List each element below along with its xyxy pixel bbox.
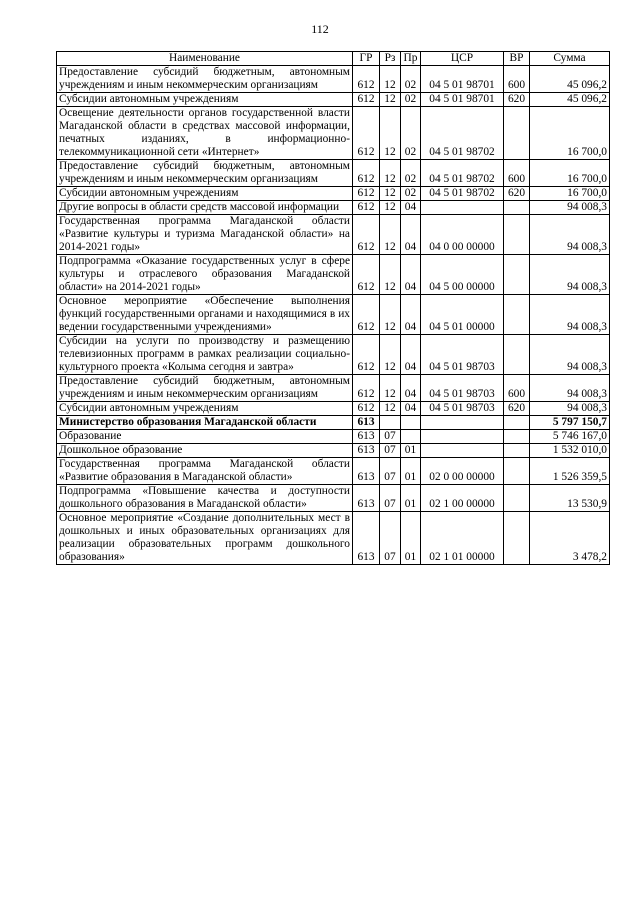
header-rz: Рз xyxy=(380,52,401,66)
table-row xyxy=(57,512,610,565)
cell-sum: 3 478,2 xyxy=(530,512,610,565)
cell-pr xyxy=(401,430,421,444)
cell-gr: 613 xyxy=(353,485,380,512)
cell-rz: 12 xyxy=(380,201,401,215)
cell-csr: 04 5 01 98702 xyxy=(421,187,504,201)
cell-name: Образование xyxy=(57,430,353,444)
cell-csr: 04 5 01 98703 xyxy=(421,375,504,402)
cell-pr: 04 xyxy=(401,335,421,375)
cell-rz: 07 xyxy=(380,444,401,458)
cell-pr: 04 xyxy=(401,255,421,295)
cell-name: Предоставление субсидий бюджетным, автономным учреждениям и иным некоммерческим организациям xyxy=(57,160,353,187)
cell-pr: 01 xyxy=(401,512,421,565)
header-gr: ГР xyxy=(353,52,380,66)
cell-rz: 12 xyxy=(380,402,401,416)
cell-vr: 600 xyxy=(504,160,530,187)
cell-gr: 612 xyxy=(353,402,380,416)
cell-csr: 04 0 00 00000 xyxy=(421,215,504,255)
cell-csr xyxy=(421,416,504,430)
cell-csr xyxy=(421,444,504,458)
cell-csr: 04 5 01 98703 xyxy=(421,335,504,375)
cell-name: Дошкольное образование xyxy=(57,444,353,458)
budget-table xyxy=(56,51,610,565)
cell-vr xyxy=(504,335,530,375)
header-pr: Пр xyxy=(401,52,421,66)
cell-csr: 04 5 01 00000 xyxy=(421,295,504,335)
page-number: 112 xyxy=(311,22,329,36)
cell-vr xyxy=(504,444,530,458)
cell-name: Предоставление субсидий бюджетным, автономным учреждениям и иным некоммерческим организациям xyxy=(57,66,353,93)
table-row xyxy=(57,485,610,512)
cell-pr: 04 xyxy=(401,295,421,335)
cell-name: Субсидии автономным учреждениям xyxy=(57,93,353,107)
cell-pr: 01 xyxy=(401,485,421,512)
cell-csr: 02 1 00 00000 xyxy=(421,485,504,512)
cell-rz: 12 xyxy=(380,335,401,375)
cell-sum: 1 526 359,5 xyxy=(530,458,610,485)
cell-vr xyxy=(504,430,530,444)
cell-gr: 612 xyxy=(353,160,380,187)
cell-pr: 02 xyxy=(401,160,421,187)
cell-vr xyxy=(504,458,530,485)
cell-gr: 613 xyxy=(353,512,380,565)
table-row xyxy=(57,66,610,93)
table-body xyxy=(57,66,610,565)
cell-vr xyxy=(504,512,530,565)
cell-vr: 620 xyxy=(504,187,530,201)
cell-csr: 04 5 01 98703 xyxy=(421,402,504,416)
cell-vr xyxy=(504,255,530,295)
header-csr: ЦСР xyxy=(421,52,504,66)
cell-vr xyxy=(504,485,530,512)
cell-rz: 12 xyxy=(380,107,401,160)
header-name: Наименование xyxy=(57,52,353,66)
cell-csr: 04 5 01 98702 xyxy=(421,107,504,160)
cell-sum: 1 532 010,0 xyxy=(530,444,610,458)
cell-vr xyxy=(504,201,530,215)
table-row xyxy=(57,160,610,187)
cell-gr: 612 xyxy=(353,295,380,335)
cell-pr: 02 xyxy=(401,66,421,93)
cell-sum: 94 008,3 xyxy=(530,215,610,255)
cell-pr: 02 xyxy=(401,187,421,201)
cell-sum: 16 700,0 xyxy=(530,187,610,201)
cell-gr: 612 xyxy=(353,107,380,160)
table-row xyxy=(57,402,610,416)
cell-vr xyxy=(504,295,530,335)
cell-gr: 612 xyxy=(353,66,380,93)
cell-sum: 45 096,2 xyxy=(530,93,610,107)
table-row xyxy=(57,93,610,107)
cell-vr: 600 xyxy=(504,66,530,93)
table-header-row xyxy=(57,52,610,66)
cell-name: Государственная программа Магаданской области «Развитие образования в Магаданской области» xyxy=(57,458,353,485)
cell-sum: 94 008,3 xyxy=(530,375,610,402)
table-row xyxy=(57,458,610,485)
cell-csr: 04 5 01 98702 xyxy=(421,160,504,187)
cell-pr: 04 xyxy=(401,375,421,402)
cell-name: Субсидии на услуги по производству и размещению телевизионных программ в рамках реализации социально-культурного проекта «Колыма сегодня и завтра» xyxy=(57,335,353,375)
cell-gr: 613 xyxy=(353,416,380,430)
cell-gr: 613 xyxy=(353,458,380,485)
cell-csr: 04 5 01 98701 xyxy=(421,66,504,93)
cell-gr: 613 xyxy=(353,444,380,458)
cell-name: Субсидии автономным учреждениям xyxy=(57,402,353,416)
cell-pr: 01 xyxy=(401,458,421,485)
cell-rz: 12 xyxy=(380,255,401,295)
cell-sum: 45 096,2 xyxy=(530,66,610,93)
table-row xyxy=(57,201,610,215)
cell-gr: 613 xyxy=(353,430,380,444)
cell-gr: 612 xyxy=(353,201,380,215)
cell-vr: 620 xyxy=(504,402,530,416)
cell-rz: 07 xyxy=(380,512,401,565)
cell-rz: 07 xyxy=(380,458,401,485)
cell-name: Основное мероприятие «Создание дополнительных мест в дошкольных и иных образовательных организациях для реализации образовательных программ дошкольного образования» xyxy=(57,512,353,565)
cell-name: Основное мероприятие «Обеспечение выполнения функций государственными органами и находящимися в их ведении государственными учреждениями» xyxy=(57,295,353,335)
cell-rz: 12 xyxy=(380,187,401,201)
table-row xyxy=(57,187,610,201)
cell-rz: 12 xyxy=(380,93,401,107)
cell-name: Предоставление субсидий бюджетным, автономным учреждениям и иным некоммерческим организациям xyxy=(57,375,353,402)
cell-pr: 04 xyxy=(401,201,421,215)
cell-gr: 612 xyxy=(353,93,380,107)
cell-name: Министерство образования Магаданской области xyxy=(57,416,353,430)
cell-gr: 612 xyxy=(353,335,380,375)
cell-pr: 02 xyxy=(401,107,421,160)
cell-csr: 02 0 00 00000 xyxy=(421,458,504,485)
cell-gr: 612 xyxy=(353,255,380,295)
cell-sum: 16 700,0 xyxy=(530,107,610,160)
table-row xyxy=(57,444,610,458)
cell-name: Подпрограмма «Оказание государственных услуг в сфере культуры и отраслевого образования Магаданской области» на 2014-2021 годы» xyxy=(57,255,353,295)
cell-rz: 07 xyxy=(380,430,401,444)
cell-name: Государственная программа Магаданской области «Развитие культуры и туризма Магаданской области» на 2014-2021 годы» xyxy=(57,215,353,255)
cell-sum: 5 746 167,0 xyxy=(530,430,610,444)
table-row xyxy=(57,107,610,160)
cell-pr: 04 xyxy=(401,215,421,255)
table-row xyxy=(57,335,610,375)
cell-vr xyxy=(504,107,530,160)
cell-gr: 612 xyxy=(353,187,380,201)
cell-rz: 12 xyxy=(380,215,401,255)
cell-sum: 94 008,3 xyxy=(530,402,610,416)
cell-vr: 620 xyxy=(504,93,530,107)
table-row xyxy=(57,375,610,402)
cell-rz: 07 xyxy=(380,485,401,512)
cell-name: Освещение деятельности органов государственной власти Магаданской области в средствах массовой информации, печатных изданиях, в информационно-телекоммуникационной сети «Интернет» xyxy=(57,107,353,160)
cell-gr: 612 xyxy=(353,215,380,255)
cell-vr xyxy=(504,215,530,255)
cell-name: Другие вопросы в области средств массовой информации xyxy=(57,201,353,215)
header-sum: Сумма xyxy=(530,52,610,66)
cell-sum: 94 008,3 xyxy=(530,255,610,295)
cell-csr: 02 1 01 00000 xyxy=(421,512,504,565)
cell-csr xyxy=(421,201,504,215)
table-row xyxy=(57,215,610,255)
cell-rz: 12 xyxy=(380,160,401,187)
cell-csr: 04 5 00 00000 xyxy=(421,255,504,295)
table-row xyxy=(57,295,610,335)
cell-sum: 94 008,3 xyxy=(530,201,610,215)
cell-name: Подпрограмма «Повышение качества и доступности дошкольного образования в Магаданской области» xyxy=(57,485,353,512)
table-row xyxy=(57,255,610,295)
cell-rz: 12 xyxy=(380,66,401,93)
cell-sum: 16 700,0 xyxy=(530,160,610,187)
header-vr: ВР xyxy=(504,52,530,66)
cell-sum: 5 797 150,7 xyxy=(530,416,610,430)
cell-csr xyxy=(421,430,504,444)
table-row xyxy=(57,416,610,430)
cell-vr: 600 xyxy=(504,375,530,402)
cell-rz: 12 xyxy=(380,295,401,335)
cell-vr xyxy=(504,416,530,430)
cell-sum: 13 530,9 xyxy=(530,485,610,512)
table-row xyxy=(57,430,610,444)
cell-gr: 612 xyxy=(353,375,380,402)
cell-name: Субсидии автономным учреждениям xyxy=(57,187,353,201)
cell-pr: 04 xyxy=(401,402,421,416)
cell-csr: 04 5 01 98701 xyxy=(421,93,504,107)
cell-rz xyxy=(380,416,401,430)
cell-pr xyxy=(401,416,421,430)
cell-sum: 94 008,3 xyxy=(530,295,610,335)
cell-pr: 01 xyxy=(401,444,421,458)
cell-rz: 12 xyxy=(380,375,401,402)
cell-sum: 94 008,3 xyxy=(530,335,610,375)
cell-pr: 02 xyxy=(401,93,421,107)
